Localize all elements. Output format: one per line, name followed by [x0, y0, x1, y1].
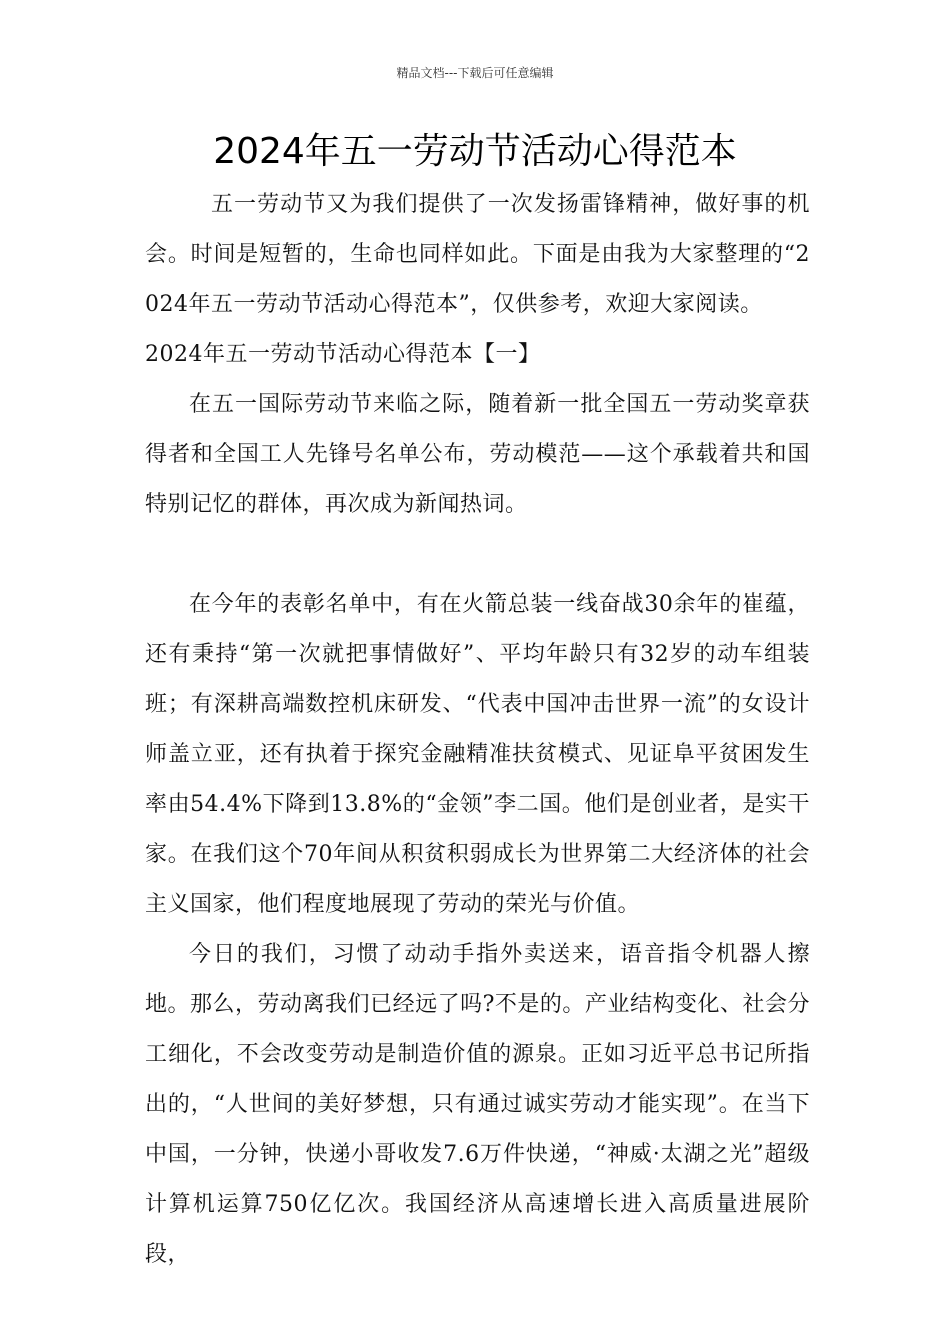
section-heading: 2024年五一劳动节活动心得范本【一】: [145, 342, 541, 367]
paragraph-3: 今日的我们，习惯了动动手指外卖送来，语音指令机器人擦地。那么，劳动离我们已经远了吗?不是的。产业结构变化、社会分工细化，不会改变劳动是制造价值的源泉。正如习近平总书记所指出的，“人世间的美好梦想，只有通过诚实劳动才能实现”。在当下中国，一分钟，快递小哥收发7.6万件快递，“神威·太湖之光”超级计算机运算750亿亿次。我国经济从高速增长进入高质量进展阶段，: [145, 942, 810, 1267]
header-note: 精品文档---下载后可任意编辑: [396, 66, 554, 80]
blank-line: [145, 530, 810, 580]
paragraph-1: 在五一国际劳动节来临之际，随着新一批全国五一劳动奖章获得者和全国工人先锋号名单公布，劳动模范——这个承载着共和国特别记忆的群体，再次成为新闻热词。: [145, 392, 810, 517]
document-body: [145, 180, 810, 1280]
paragraph-2: 在今年的表彰名单中，有在火箭总装一线奋战30余年的崔蕴，还有秉持“第一次就把事情做好”、平均年龄只有32岁的动车组装班；有深耕高端数控机床研发、“代表中国冲击世界一流”的女设计师盖立亚，还有执着于探究金融精准扶贫模式、见证阜平贫困发生率由54.4%下降到13.8%的“金领”李二国。他们是创业者，是实干家。在我们这个70年间从积贫积弱成长为世界第二大经济体的社会主义国家，他们程度地展现了劳动的荣光与价值。: [145, 592, 810, 917]
intro-paragraph: 五一劳动节又为我们提供了一次发扬雷锋精神，做好事的机会。时间是短暂的，生命也同样如此。下面是由我为大家整理的“2024年五一劳动节活动心得范本”，仅供参考，欢迎大家阅读。: [145, 192, 810, 317]
document-title: 2024年五一劳动节活动心得范本: [213, 131, 737, 172]
